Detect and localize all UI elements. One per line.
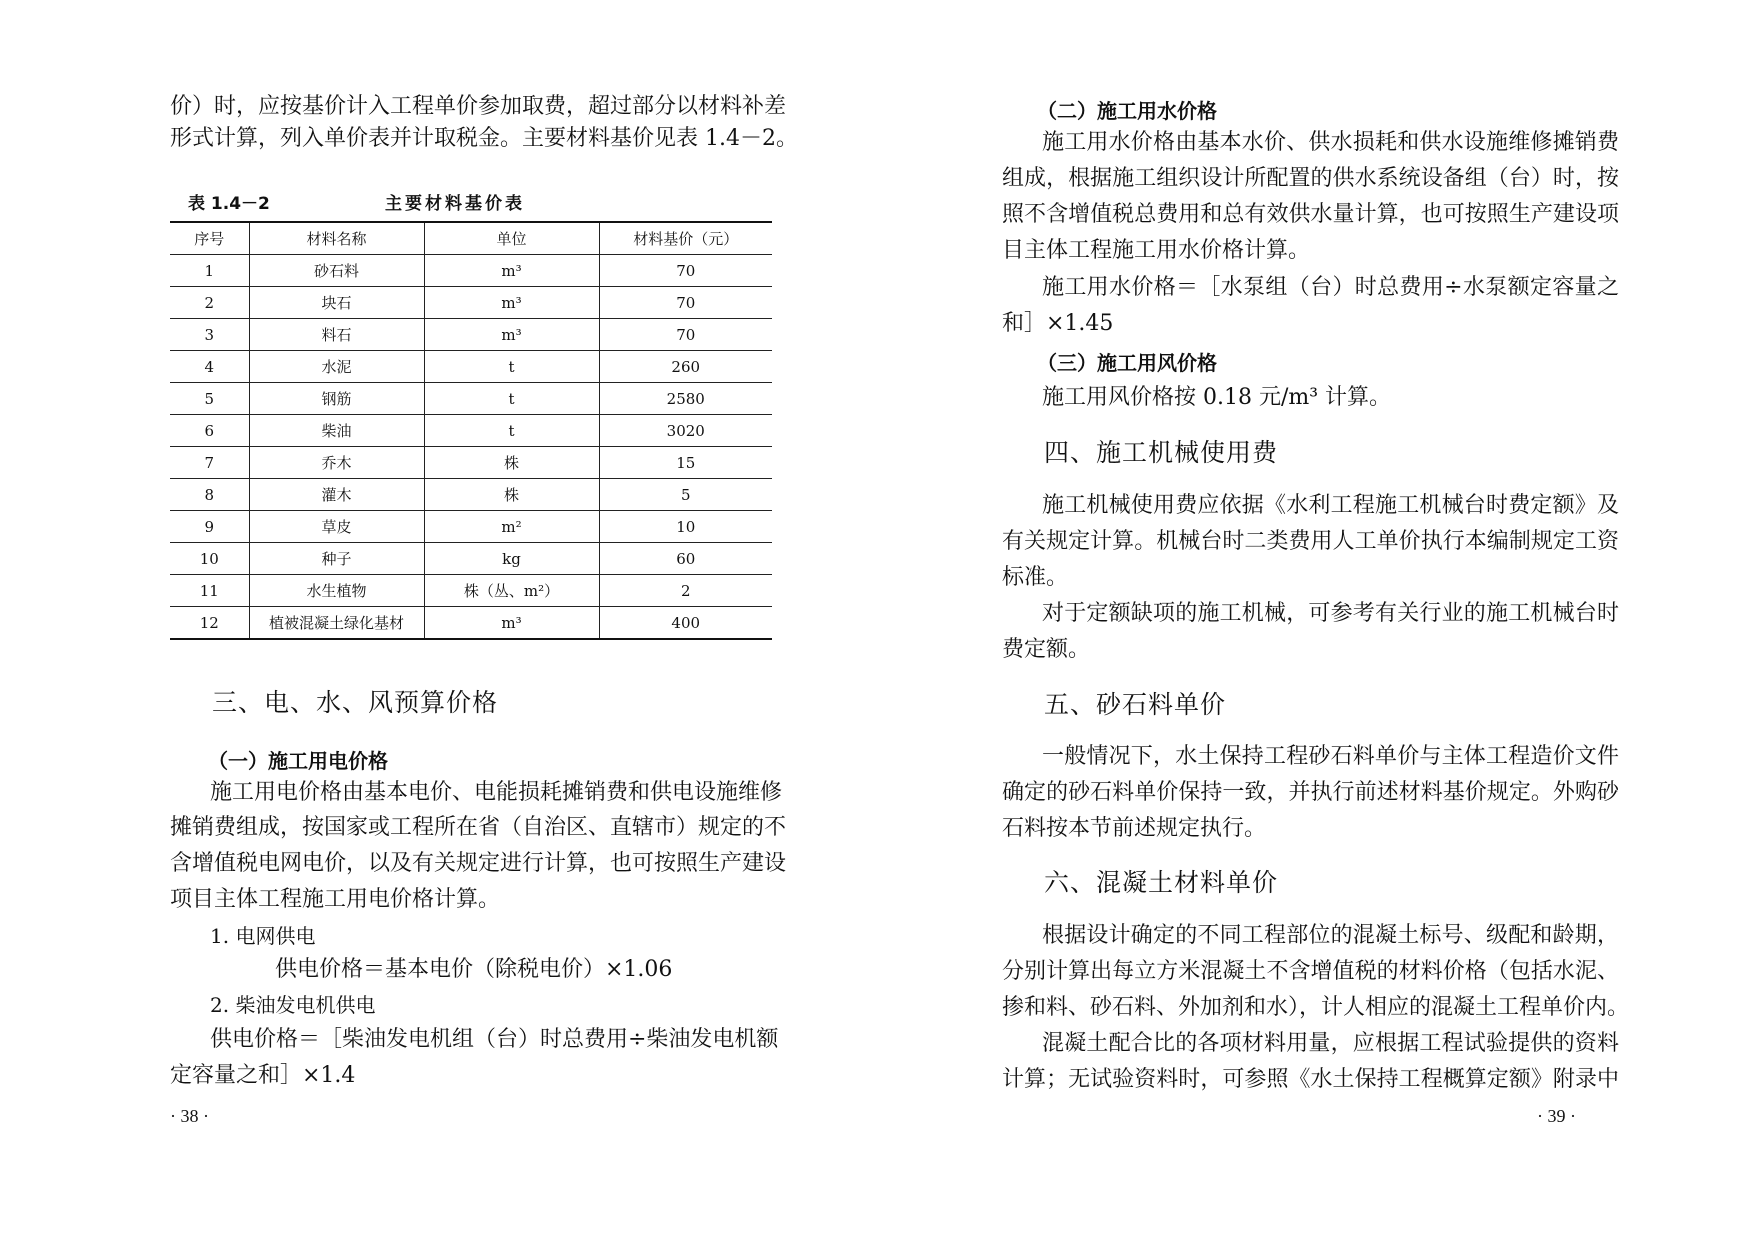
subsection-2-heading: （二）施工用水价格	[1037, 99, 1217, 123]
cell-material: 乔木	[249, 447, 424, 479]
table-row	[170, 255, 772, 287]
cell-material: 水生植物	[249, 575, 424, 607]
sub1-line-3: 含增值税电网电价，以及有关规定进行计算，也可按照生产建设	[170, 851, 787, 876]
cell-unit: m²	[424, 511, 599, 543]
section4-line-5: 费定额。	[1002, 637, 1091, 662]
item-2-label: 2. 柴油发电机供电	[210, 993, 376, 1017]
cell-unit: m³	[424, 319, 599, 351]
wind-price-line: 施工用风价格按 0.18 元/m³ 计算。	[1042, 385, 1392, 410]
table-number: 表 1.4－2	[188, 194, 270, 214]
section-4-heading: 四、施工机械使用费	[1044, 438, 1279, 467]
page-number-left: · 38 ·	[170, 1106, 209, 1126]
section6-line-2: 分别计算出每立方米混凝土不含增值税的材料价格（包括水泥、	[1002, 959, 1619, 984]
cell-index: 5	[170, 383, 249, 415]
cell-material: 草皮	[249, 511, 424, 543]
sub1-line-2: 摊销费组成，按国家或工程所在省（自治区、直辖市）规定的不	[170, 815, 787, 840]
section6-line-3: 掺和料、砂石料、外加剂和水），计人相应的混凝土工程单价内。	[1002, 995, 1630, 1020]
page-number-right: · 39 ·	[1537, 1106, 1576, 1126]
header-unit: 单位	[424, 222, 599, 255]
header-material-name: 材料名称	[249, 222, 424, 255]
cell-unit: m³	[424, 287, 599, 319]
table-row	[170, 287, 772, 319]
water-formula-line-1: 施工用水价格＝［水泵组（台）时总费用÷水泵额定容量之	[1042, 275, 1619, 300]
table-row	[170, 351, 772, 383]
cell-material: 植被混凝土绿化基材	[249, 607, 424, 640]
item-1-formula: 供电价格＝基本电价（除税电价）×1.06	[275, 957, 673, 982]
cell-price: 5	[599, 479, 772, 511]
table-row	[170, 479, 772, 511]
sub1-line-1: 施工用电价格由基本电价、电能损耗摊销费和供电设施维修	[210, 780, 783, 805]
cell-material: 料石	[249, 319, 424, 351]
cell-unit: m³	[424, 255, 599, 287]
table-row	[170, 319, 772, 351]
cell-price: 260	[599, 351, 772, 383]
left-page	[0, 0, 877, 1241]
cell-index: 6	[170, 415, 249, 447]
cell-unit: 株	[424, 479, 599, 511]
cell-index: 9	[170, 511, 249, 543]
section4-line-2: 有关规定计算。机械台时二类费用人工单价执行本编制规定工资	[1002, 529, 1619, 554]
cell-index: 12	[170, 607, 249, 640]
section4-line-1: 施工机械使用费应依据《水利工程施工机械台时费定额》及	[1042, 493, 1619, 518]
right-page	[877, 0, 1755, 1241]
cell-index: 8	[170, 479, 249, 511]
section5-line-3: 石料按本节前述规定执行。	[1002, 816, 1267, 841]
sub1-line-4: 项目主体工程施工用电价格计算。	[170, 887, 501, 912]
cell-price: 3020	[599, 415, 772, 447]
cell-index: 1	[170, 255, 249, 287]
cell-material: 砂石料	[249, 255, 424, 287]
sub2-line-2: 组成，根据施工组织设计所配置的供水系统设备组（台）时，按	[1002, 166, 1619, 191]
cell-material: 柴油	[249, 415, 424, 447]
cell-unit: 株	[424, 447, 599, 479]
cell-material: 块石	[249, 287, 424, 319]
table-row	[170, 415, 772, 447]
cell-price: 400	[599, 607, 772, 640]
section-3-heading: 三、电、水、风预算价格	[212, 688, 499, 717]
cell-price: 2	[599, 575, 772, 607]
cell-index: 2	[170, 287, 249, 319]
sub2-line-1: 施工用水价格由基本水价、供水损耗和供水设施维修摊销费	[1042, 130, 1619, 155]
section6-line-5: 计算；无试验资料时，可参照《水土保持工程概算定额》附录中	[1002, 1067, 1619, 1092]
header-base-price: 材料基价（元）	[599, 222, 772, 255]
table-caption	[170, 185, 770, 215]
cell-price: 60	[599, 543, 772, 575]
cell-price: 70	[599, 287, 772, 319]
cell-index: 11	[170, 575, 249, 607]
water-formula-line-2: 和］×1.45	[1002, 311, 1114, 336]
cell-index: 7	[170, 447, 249, 479]
section5-line-2: 确定的砂石料单价保持一致，并执行前述材料基价规定。外购砂	[1002, 780, 1619, 805]
cell-material: 水泥	[249, 351, 424, 383]
cell-material: 灌木	[249, 479, 424, 511]
cell-index: 4	[170, 351, 249, 383]
header-index: 序号	[170, 222, 249, 255]
cell-index: 3	[170, 319, 249, 351]
subsection-3-heading: （三）施工用风价格	[1037, 351, 1217, 375]
sub2-line-3: 照不含增值税总费用和总有效供水量计算，也可按照生产建设项	[1002, 202, 1619, 227]
cell-unit: t	[424, 415, 599, 447]
section-5-heading: 五、砂石料单价	[1044, 690, 1227, 719]
table-row	[170, 447, 772, 479]
sub2-line-4: 目主体工程施工用水价格计算。	[1002, 238, 1311, 263]
table-row	[170, 543, 772, 575]
item-1-label: 1. 电网供电	[210, 924, 316, 948]
cell-unit: t	[424, 383, 599, 415]
section6-line-1: 根据设计确定的不同工程部位的混凝土标号、级配和龄期，	[1042, 923, 1619, 948]
section5-line-1: 一般情况下，水土保持工程砂石料单价与主体工程造价文件	[1042, 744, 1619, 769]
cell-unit: t	[424, 351, 599, 383]
table-header-row	[170, 222, 772, 255]
cell-material: 种子	[249, 543, 424, 575]
subsection-1-heading: （一）施工用电价格	[208, 749, 388, 773]
cell-price: 10	[599, 511, 772, 543]
intro-line-2: 形式计算，列入单价表并计取税金。主要材料基价见表 1.4－2。	[170, 126, 798, 151]
section4-line-3: 标准。	[1002, 565, 1069, 590]
cell-price: 70	[599, 319, 772, 351]
table-row	[170, 511, 772, 543]
section4-line-4: 对于定额缺项的施工机械，可参考有关行业的施工机械台时	[1042, 601, 1619, 626]
cell-unit: 株（丛、m²）	[424, 575, 599, 607]
section-6-heading: 六、混凝土材料单价	[1044, 868, 1279, 897]
intro-line-1: 价）时，应按基价计入工程单价参加取费，超过部分以材料补差	[170, 94, 787, 119]
cell-price: 2580	[599, 383, 772, 415]
cell-material: 钢筋	[249, 383, 424, 415]
cell-price: 15	[599, 447, 772, 479]
item-2-formula-line-2: 定容量之和］×1.4	[170, 1063, 356, 1088]
cell-price: 70	[599, 255, 772, 287]
table-row	[170, 383, 772, 415]
table-row	[170, 607, 772, 640]
cell-index: 10	[170, 543, 249, 575]
materials-base-price-table	[170, 221, 772, 640]
cell-unit: m³	[424, 607, 599, 640]
item-2-formula-line-1: 供电价格＝［柴油发电机组（台）时总费用÷柴油发电机额	[210, 1027, 779, 1052]
cell-unit: kg	[424, 543, 599, 575]
section6-line-4: 混凝土配合比的各项材料用量，应根据工程试验提供的资料	[1042, 1031, 1619, 1056]
table-row	[170, 575, 772, 607]
table-title: 主要材料基价表	[385, 194, 525, 214]
